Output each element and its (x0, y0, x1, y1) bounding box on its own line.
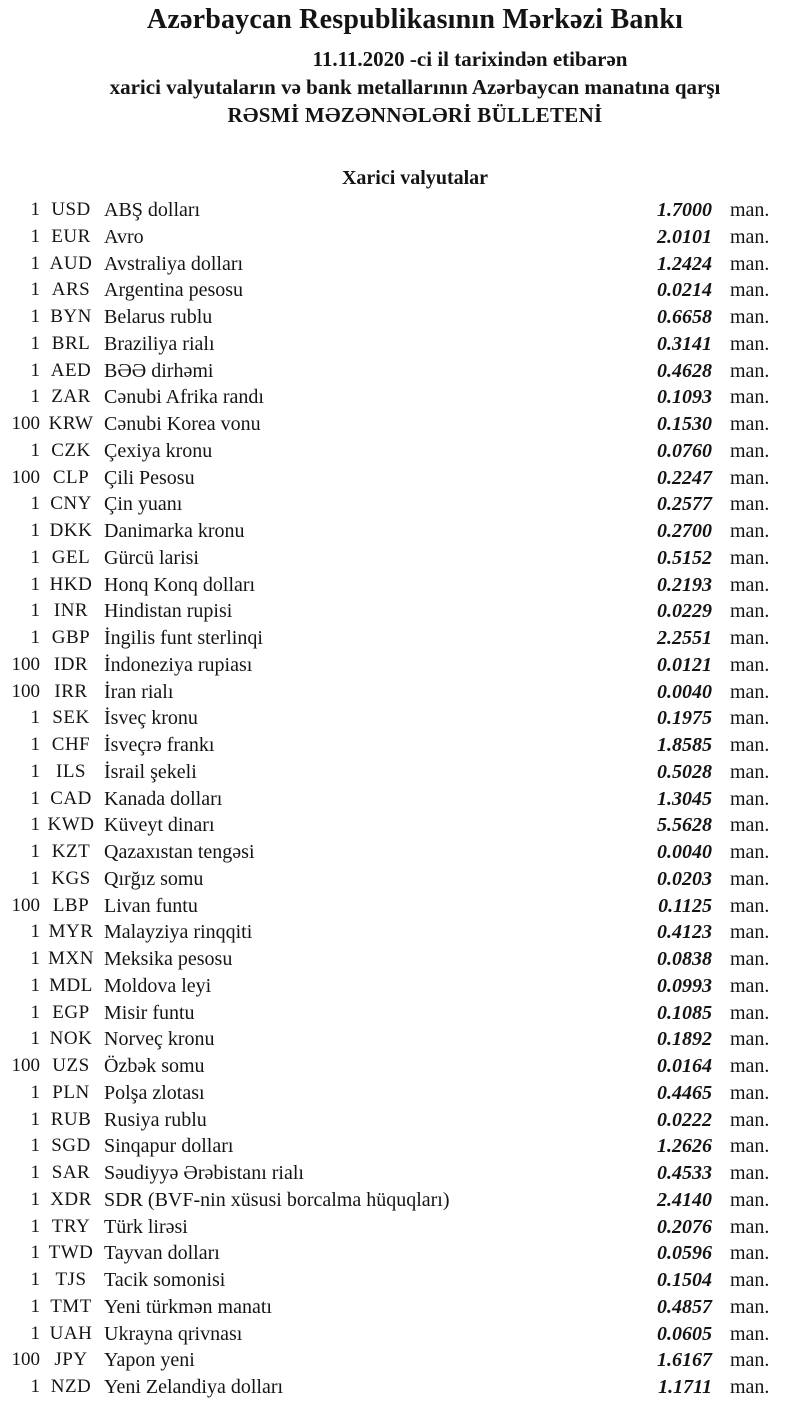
rate-value-cell: 0.0040 (657, 680, 712, 703)
currency-code-cell: CNY (50, 493, 92, 515)
currency-code-cell: KGS (51, 867, 91, 889)
unit-cell: man. (730, 1108, 770, 1131)
currency-code-cell: TWD (48, 1242, 94, 1264)
currency-name-cell: Avro (104, 225, 144, 248)
rate-value-cell: 2.0101 (657, 225, 712, 248)
currency-code-cell: AED (50, 359, 92, 381)
amount-cell: 1 (30, 734, 40, 755)
currency-name-cell: Meksika pesosu (104, 948, 233, 970)
table-row (0, 1026, 800, 1053)
rate-value-cell: 5.5628 (657, 814, 712, 837)
table-row (0, 1294, 800, 1321)
rate-value-cell: 0.0121 (657, 653, 712, 676)
rate-value-cell: 0.4123 (657, 921, 712, 944)
table-row (0, 197, 800, 224)
table-row (0, 625, 800, 652)
table-row (0, 224, 800, 251)
unit-cell: man. (730, 386, 770, 409)
amount-cell: 1 (30, 1188, 40, 1210)
rate-value-cell: 0.1093 (657, 386, 712, 409)
unit-cell: man. (730, 948, 770, 970)
unit-cell: man. (730, 493, 770, 516)
currency-code-cell: TRY (51, 1215, 91, 1237)
unit-cell: man. (730, 867, 770, 890)
table-row (0, 1321, 800, 1348)
currency-name-cell: Yapon yeni (104, 1349, 195, 1372)
rate-value-cell: 0.0164 (657, 1055, 712, 1077)
unit-cell: man. (730, 520, 770, 542)
amount-cell: 1 (30, 1215, 40, 1237)
currency-code-cell: UZS (52, 1055, 90, 1076)
rate-value-cell: 0.0214 (657, 279, 712, 302)
currency-code-cell: RUB (50, 1108, 92, 1130)
amount-cell: 1 (30, 279, 40, 301)
table-row (0, 1053, 800, 1080)
currency-name-cell: Özbək somu (104, 1055, 205, 1077)
table-row (0, 384, 800, 411)
amount-cell: 1 (30, 1108, 40, 1130)
currency-code-cell: SAR (51, 1162, 91, 1183)
currency-code-cell: EGP (52, 1001, 90, 1023)
rate-value-cell: 1.2424 (657, 252, 712, 275)
currency-name-cell: Polşa zlotası (104, 1081, 205, 1104)
table-row (0, 491, 800, 518)
currency-name-cell: Braziliya rialı (104, 332, 215, 355)
currency-code-cell: XDR (50, 1188, 92, 1210)
amount-cell: 1 (30, 573, 40, 595)
currency-code-cell: ZAR (51, 386, 91, 408)
unit-cell: man. (730, 814, 770, 837)
table-row (0, 1187, 800, 1214)
rate-value-cell: 0.4628 (657, 359, 712, 382)
rate-value-cell: 1.1711 (658, 1376, 712, 1398)
bank-title: Azərbaycan Respublikasının Mərkəzi Bankı (146, 4, 684, 35)
amount-cell: 1 (30, 546, 40, 568)
currency-code-cell: SGD (51, 1135, 91, 1157)
table-row (0, 572, 800, 599)
amount-cell: 1 (30, 493, 40, 515)
amount-cell: 1 (30, 1081, 40, 1103)
unit-cell: man. (730, 734, 770, 756)
unit-cell: man. (730, 279, 770, 302)
currency-code-cell: TJS (55, 1269, 87, 1290)
unit-cell: man. (730, 1322, 770, 1345)
amount-cell: 1 (30, 921, 40, 943)
table-row (0, 786, 800, 813)
currency-name-cell: Kanada dolları (104, 787, 223, 810)
unit-cell: man. (730, 1001, 770, 1024)
table-row (0, 893, 800, 920)
table-row (0, 973, 800, 1000)
amount-cell: 1 (30, 332, 40, 354)
unit-cell: man. (730, 199, 770, 221)
unit-cell: man. (730, 466, 770, 489)
table-row (0, 331, 800, 358)
amount-cell: 1 (30, 1001, 40, 1023)
amount-cell: 1 (30, 1162, 40, 1183)
amount-cell: 1 (30, 386, 40, 408)
amount-cell: 100 (11, 413, 40, 434)
rate-value-cell: 1.3045 (657, 787, 712, 810)
unit-cell: man. (730, 439, 770, 462)
currency-name-cell: Malayziya rinqqiti (104, 921, 253, 944)
table-row (0, 518, 800, 545)
currency-name-cell: BƏƏ dirhəmi (104, 359, 214, 382)
table-row (0, 812, 800, 839)
table-row (0, 251, 800, 278)
table-row (0, 1214, 800, 1241)
currency-name-cell: Tayvan dolları (104, 1242, 220, 1265)
currency-code-cell: INR (53, 600, 89, 622)
currency-code-cell: AUD (49, 252, 93, 274)
amount-cell: 1 (30, 199, 40, 220)
rate-value-cell: 0.5152 (657, 546, 712, 569)
unit-cell: man. (730, 627, 770, 649)
rate-value-cell: 1.2626 (657, 1135, 712, 1158)
amount-cell: 1 (30, 1269, 40, 1290)
currency-name-cell: Yeni türkmən manatı (104, 1295, 272, 1318)
currency-name-cell: Honq Konq dolları (104, 573, 256, 596)
currency-name-cell: Qırğız somu (104, 867, 204, 890)
currency-code-cell: NZD (50, 1376, 92, 1397)
table-row (0, 1240, 800, 1267)
unit-cell: man. (730, 306, 770, 328)
currency-name-cell: Norveç kronu (104, 1028, 215, 1051)
table-row (0, 679, 800, 706)
currency-code-cell: MXN (48, 948, 94, 969)
currency-name-cell: ABŞ dolları (104, 199, 201, 221)
currency-name-cell: İsveç kronu (104, 707, 198, 730)
table-row (0, 866, 800, 893)
unit-cell: man. (730, 1349, 770, 1372)
table-row (0, 438, 800, 465)
unit-cell: man. (730, 680, 770, 703)
unit-cell: man. (730, 546, 770, 569)
currency-code-cell: CZK (51, 439, 91, 461)
rate-value-cell: 0.0596 (657, 1242, 712, 1265)
rate-value-cell: 1.8585 (657, 734, 712, 756)
currency-code-cell: GBP (51, 627, 91, 648)
rate-value-cell: 0.0760 (657, 439, 712, 462)
table-row (0, 919, 800, 946)
unit-cell: man. (730, 1188, 770, 1211)
currency-name-cell: Çexiya kronu (104, 439, 213, 462)
effective-date-line: 11.11.2020 -ci il tarixindən etibarən (312, 47, 628, 71)
unit-cell: man. (730, 600, 770, 623)
amount-cell: 100 (11, 680, 40, 702)
unit-cell: man. (730, 1269, 770, 1291)
rate-value-cell: 0.1892 (657, 1028, 712, 1051)
amount-cell: 100 (11, 1349, 40, 1371)
unit-cell: man. (730, 1376, 770, 1398)
rate-value-cell: 0.2193 (657, 573, 712, 596)
currency-code-cell: EUR (51, 225, 91, 247)
currency-name-cell: Misir funtu (104, 1001, 195, 1024)
currency-code-cell: MYR (48, 921, 94, 943)
amount-cell: 1 (30, 867, 40, 889)
table-row (0, 1080, 800, 1107)
amount-cell: 1 (30, 359, 40, 381)
currency-code-cell: DKK (49, 520, 93, 541)
table-row (0, 1267, 800, 1294)
unit-cell: man. (730, 974, 770, 997)
amount-cell: 1 (30, 439, 40, 461)
currency-name-cell: Çin yuanı (104, 493, 183, 516)
amount-cell: 1 (30, 760, 40, 782)
table-row (0, 946, 800, 973)
table-row (0, 1347, 800, 1374)
currency-name-cell: SDR (BVF-nin xüsusi borcalma hüquqları) (104, 1188, 450, 1211)
unit-cell: man. (730, 841, 770, 863)
currency-code-cell: USD (51, 199, 91, 220)
unit-cell: man. (730, 1295, 770, 1318)
currency-code-cell: HKD (49, 573, 93, 595)
table-row (0, 1133, 800, 1160)
unit-cell: man. (730, 1055, 770, 1077)
section-title-foreign-currencies: Xarici valyutalar (341, 167, 489, 189)
table-row (0, 465, 800, 492)
currency-code-cell: LBP (52, 894, 90, 916)
rate-value-cell: 0.1504 (657, 1269, 712, 1291)
currency-code-cell: BYN (50, 306, 92, 327)
amount-cell: 1 (30, 841, 40, 862)
currency-code-cell: ARS (51, 279, 91, 301)
amount-cell: 1 (30, 814, 40, 836)
amount-cell: 100 (11, 1055, 40, 1076)
currency-name-cell: Cənubi Afrika randı (104, 386, 264, 409)
rate-value-cell: 0.0605 (657, 1322, 712, 1345)
rate-value-cell: 2.2551 (657, 627, 712, 649)
amount-cell: 100 (11, 466, 40, 488)
currency-code-cell: ILS (56, 760, 86, 782)
currency-name-cell: Gürcü larisi (104, 546, 199, 569)
table-row (0, 652, 800, 679)
unit-cell: man. (730, 653, 770, 676)
currency-code-cell: KZT (51, 841, 91, 862)
currency-name-cell: Qazaxıstan tengəsi (104, 841, 255, 863)
currency-code-cell: MDL (49, 974, 93, 996)
unit-cell: man. (730, 760, 770, 783)
rates-table (0, 197, 800, 1401)
currency-name-cell: Yeni Zelandiya dolları (104, 1376, 284, 1398)
rate-value-cell: 0.1975 (657, 707, 712, 730)
amount-cell: 1 (30, 1242, 40, 1264)
amount-cell: 1 (30, 252, 40, 274)
currency-name-cell: İran rialı (104, 680, 174, 703)
amount-cell: 1 (30, 306, 40, 327)
rate-value-cell: 0.0993 (657, 974, 712, 997)
amount-cell: 1 (30, 948, 40, 969)
table-row (0, 1374, 800, 1401)
currency-code-cell: IRR (54, 680, 88, 702)
unit-cell: man. (730, 1242, 770, 1265)
rate-value-cell: 0.1125 (658, 894, 712, 917)
rate-value-cell: 0.1085 (657, 1001, 712, 1024)
unit-cell: man. (730, 921, 770, 944)
unit-cell: man. (730, 1028, 770, 1051)
currency-name-cell: İsveçrə frankı (104, 734, 215, 756)
currency-name-cell: Cənubi Korea vonu (104, 413, 261, 435)
table-row (0, 759, 800, 786)
currency-code-cell: TMT (50, 1295, 92, 1317)
unit-cell: man. (730, 332, 770, 355)
amount-cell: 100 (11, 894, 40, 916)
table-row (0, 1000, 800, 1027)
currency-name-cell: Avstraliya dolları (104, 252, 244, 275)
currency-name-cell: Sinqapur dolları (104, 1135, 234, 1158)
currency-name-cell: Livan funtu (104, 894, 198, 917)
unit-cell: man. (730, 359, 770, 382)
currency-name-cell: Türk lirəsi (104, 1215, 188, 1238)
amount-cell: 1 (30, 707, 40, 729)
table-row (0, 732, 800, 759)
currency-code-cell: GEL (51, 546, 91, 568)
table-row (0, 304, 800, 331)
currency-name-cell: İsrail şekeli (104, 760, 197, 783)
rate-value-cell: 0.4465 (657, 1081, 712, 1104)
rate-value-cell: 0.4533 (657, 1162, 712, 1184)
currency-code-cell: CAD (50, 787, 92, 809)
amount-cell: 1 (30, 1376, 40, 1397)
unit-cell: man. (730, 225, 770, 248)
unit-cell: man. (730, 413, 770, 435)
unit-cell: man. (730, 252, 770, 275)
currency-code-cell: PLN (52, 1081, 90, 1103)
amount-cell: 1 (30, 225, 40, 247)
unit-cell: man. (730, 707, 770, 730)
table-row (0, 598, 800, 625)
currency-code-cell: SEK (52, 707, 90, 729)
amount-cell: 1 (30, 1135, 40, 1157)
rate-value-cell: 2.4140 (657, 1188, 712, 1211)
rate-value-cell: 1.6167 (657, 1349, 712, 1372)
currency-name-cell: Tacik somonisi (104, 1269, 226, 1291)
amount-cell: 100 (11, 653, 40, 675)
table-row (0, 839, 800, 866)
rate-value-cell: 0.2247 (657, 466, 712, 489)
currency-name-cell: İngilis funt sterlinqi (104, 627, 263, 649)
unit-cell: man. (730, 787, 770, 810)
currency-code-cell: BRL (51, 332, 91, 354)
rate-value-cell: 0.3141 (657, 332, 712, 355)
currency-code-cell: KWD (47, 814, 95, 836)
amount-cell: 1 (30, 974, 40, 996)
unit-cell: man. (730, 894, 770, 917)
rate-value-cell: 0.4857 (657, 1295, 712, 1318)
amount-cell: 1 (30, 600, 40, 622)
rate-value-cell: 0.0838 (657, 948, 712, 970)
table-row (0, 411, 800, 438)
unit-cell: man. (730, 1162, 770, 1184)
rate-value-cell: 0.0203 (657, 867, 712, 890)
currency-name-cell: Moldova leyi (104, 974, 212, 997)
currency-code-cell: CLP (52, 466, 90, 488)
bulletin-title: RƏSMİ MƏZƏNNƏLƏRİ BÜLLETENİ (227, 103, 603, 127)
currency-name-cell: İndoneziya rupiası (104, 653, 253, 676)
currency-code-cell: CHF (51, 734, 91, 755)
amount-cell: 1 (30, 627, 40, 648)
rate-value-cell: 0.0229 (657, 600, 712, 623)
rate-value-cell: 0.2577 (657, 493, 712, 516)
unit-cell: man. (730, 1215, 770, 1238)
table-row (0, 1107, 800, 1134)
amount-cell: 1 (30, 787, 40, 809)
table-row (0, 705, 800, 732)
rate-value-cell: 0.2076 (657, 1215, 712, 1238)
table-row (0, 545, 800, 572)
currency-code-cell: IDR (53, 653, 89, 675)
rate-value-cell: 0.0222 (657, 1108, 712, 1131)
unit-cell: man. (730, 1135, 770, 1158)
currency-name-cell: Ukrayna qrivnası (104, 1322, 243, 1345)
rate-value-cell: 0.0040 (657, 841, 712, 863)
rate-value-cell: 1.7000 (657, 199, 712, 221)
currency-name-cell: Hindistan rupisi (104, 600, 233, 623)
currency-code-cell: KRW (48, 413, 94, 434)
unit-cell: man. (730, 573, 770, 596)
rate-value-cell: 0.1530 (657, 413, 712, 435)
currency-name-cell: Səudiyyə Ərəbistanı rialı (104, 1162, 304, 1184)
currency-name-cell: Danimarka kronu (104, 520, 245, 542)
rate-value-cell: 0.2700 (657, 520, 712, 542)
rate-value-cell: 0.6658 (657, 306, 712, 328)
table-row (0, 277, 800, 304)
currency-code-cell: NOK (49, 1028, 93, 1050)
unit-cell: man. (730, 1081, 770, 1104)
amount-cell: 1 (30, 1028, 40, 1050)
currency-name-cell: Çili Pesosu (104, 466, 195, 489)
currency-name-cell: Argentina pesosu (104, 279, 244, 302)
currency-code-cell: JPY (54, 1349, 88, 1371)
rate-value-cell: 0.5028 (657, 760, 712, 783)
currency-name-cell: Belarus rublu (104, 306, 213, 328)
table-row (0, 1160, 800, 1187)
currency-code-cell: UAH (49, 1322, 93, 1344)
amount-cell: 1 (30, 1322, 40, 1344)
amount-cell: 1 (30, 1295, 40, 1317)
currency-name-cell: Küveyt dinarı (104, 814, 215, 837)
table-row (0, 358, 800, 385)
subtitle-line-1: xarici valyutaların və bank metallarının Azərbaycan manatına qarşı (109, 75, 721, 99)
currency-name-cell: Rusiya rublu (104, 1108, 207, 1131)
amount-cell: 1 (30, 520, 40, 541)
